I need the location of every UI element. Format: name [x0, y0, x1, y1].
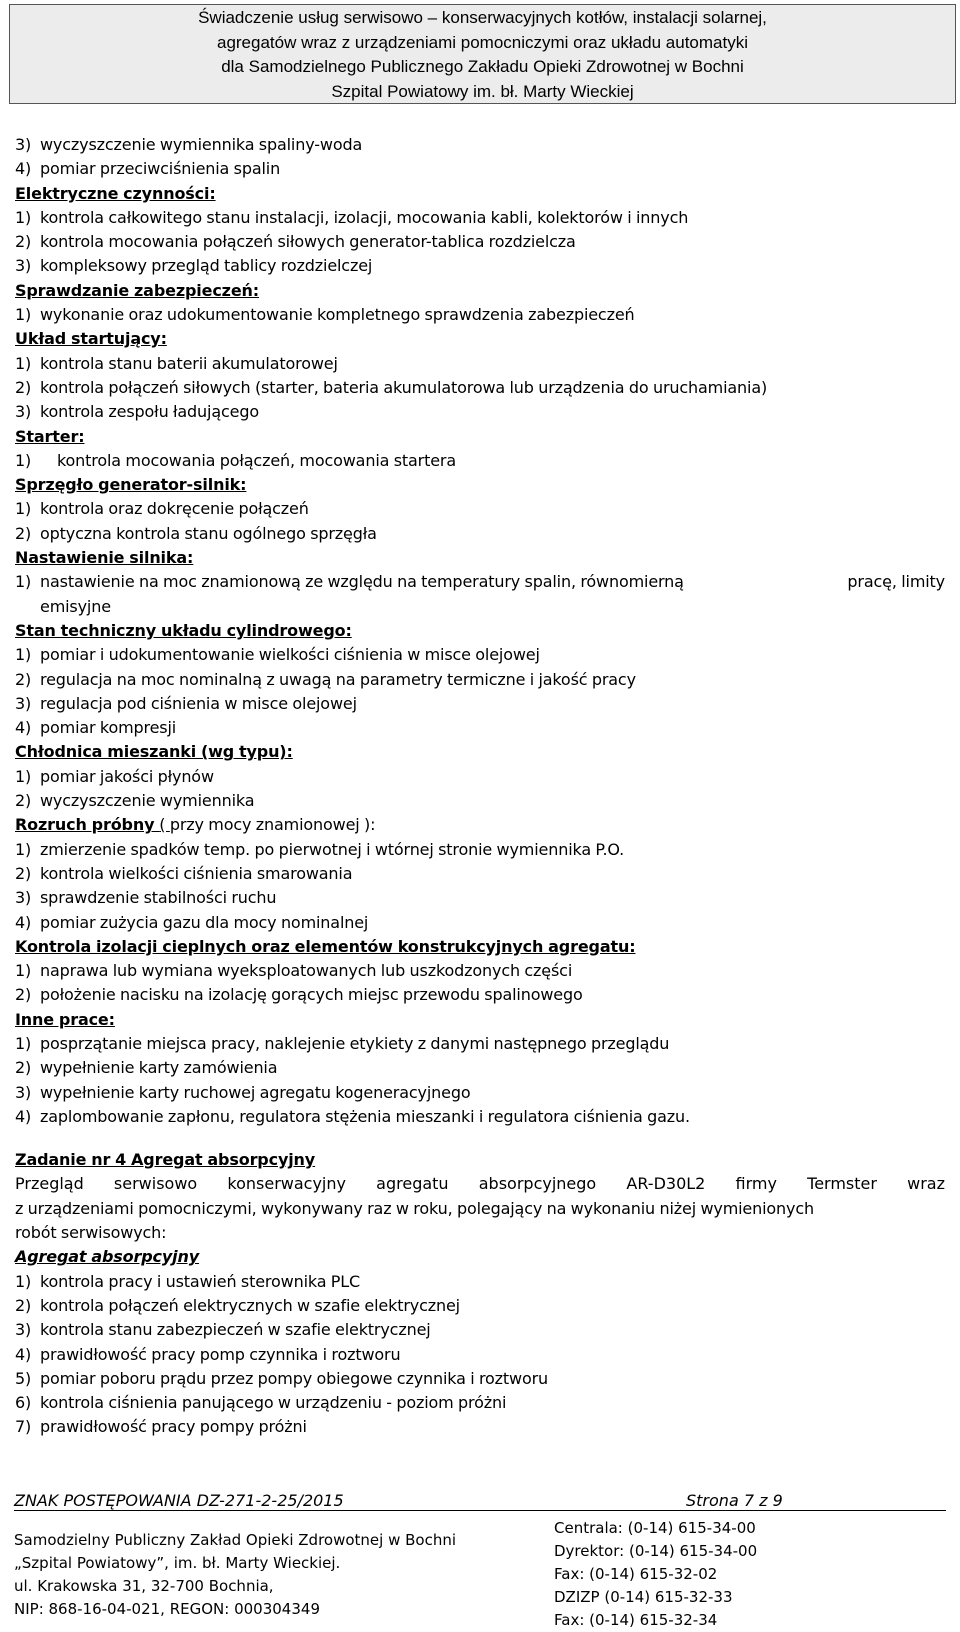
header-line: Szpital Powiatowy im. bł. Marty Wieckiej [331, 81, 634, 101]
paragraph-line: z urządzeniami pomocniczymi, wykonywany raz w roku, polegający na wykonaniu niżej wymienionych [15, 1198, 814, 1218]
list-item: 2) regulacja na moc nominalną z uwagą na parametry termiczne i jakość pracy [15, 669, 636, 689]
list-item: 1) zmierzenie spadków temp. po pierwotnej i wtórnej stronie wymiennika P.O. [15, 839, 625, 859]
list-item: 4) prawidłowość pracy pomp czynnika i roztworu [15, 1344, 401, 1364]
list-item: 4) pomiar kompresji [15, 718, 177, 738]
list-item: 1) kontrola pracy i ustawień sterownika PLC [15, 1271, 361, 1291]
section-heading-sprzeglo: Sprzęgło generator-silnik: [15, 475, 247, 495]
footer-contacts: Centrala: (0-14) 615-34-00 Dyrektor: (0-14) 615-34-00 Fax: (0-14) 615-32-02 DZIZP (0-14) 615-32-33 Fax: (0-14) 615-32-34 [554, 1519, 758, 1629]
section-heading-elektryczne: Elektryczne czynności: [15, 183, 216, 203]
list-item: 1) kontrola stanu baterii akumulatorowej [15, 353, 338, 373]
page-number: Strona 7 z 9 [686, 1491, 783, 1510]
subheading-agregat-absorpcyjny: Agregat absorpcyjny [15, 1247, 200, 1267]
list-item: 1) nastawienie na moc znamionową ze względu na temperatury spalin, równomierną pracę, limity [15, 572, 945, 592]
document-body [15, 133, 945, 1440]
document-header [9, 4, 956, 104]
header-line: Świadczenie usług serwisowo – konserwacyjnych kotłów, instalacji solarnej, [198, 8, 767, 27]
list-item: 1) kontrola całkowitego stanu instalacji, izolacji, mocowania kabli, kolektorów i innych [15, 207, 689, 227]
section-heading-startujacy: Układ startujący: [15, 329, 167, 349]
list-item: 1) kontrola oraz dokręcenie połączeń [15, 499, 309, 519]
header-line: agregatów wraz z urządzeniami pomocniczymi oraz układu automatyki [216, 32, 748, 52]
list-item: 4) pomiar przeciwciśnienia spalin [15, 159, 281, 179]
list-item: 6) kontrola ciśnienia panującego w urządzeniu - poziom próżni [15, 1393, 507, 1413]
procedure-reference: ZNAK POSTĘPOWANIA DZ-271-2-25/2015 [14, 1491, 344, 1510]
list-item: 1) pomiar i udokumentowanie wielkości ciśnienia w misce olejowej [15, 645, 540, 665]
footer-divider [14, 1510, 946, 1511]
list-item: 1) pomiar jakości płynów [15, 766, 214, 786]
list-item: 2) wyczyszczenie wymiennika [15, 791, 255, 811]
section-heading-nastawienie: Nastawienie silnika: [15, 548, 194, 568]
list-item: 4) zaplombowanie zapłonu, regulatora stężenia mieszanki i regulatora ciśnienia gazu. [15, 1106, 690, 1126]
list-item: 2) kontrola mocowania połączeń siłowych generator-tablica rozdzielcza [15, 232, 576, 252]
section-heading-starter: Starter: [15, 426, 85, 446]
list-item: 7) prawidłowość pracy pompy próżni [15, 1417, 307, 1437]
paragraph-gap [15, 1129, 945, 1148]
list-item-continuation: emisyjne [40, 596, 111, 616]
section-heading-zadanie-4: Zadanie nr 4 Agregat absorpcyjny [15, 1150, 316, 1170]
list-item: 2) wypełnienie karty zamówienia [15, 1058, 278, 1078]
list-item: 3) kontrola zespołu ładującego [15, 402, 259, 422]
section-heading-zabezpieczenia: Sprawdzanie zabezpieczeń: [15, 280, 260, 300]
list-item: 2) kontrola połączeń elektrycznych w szafie elektrycznej [15, 1295, 460, 1315]
list-item: 1) kontrola mocowania połączeń, mocowania startera [15, 450, 456, 470]
section-heading-cylindrowy: Stan techniczny układu cylindrowego: [15, 620, 352, 640]
list-item: 2) kontrola wielkości ciśnienia smarowania [15, 863, 353, 883]
list-item: 1) posprzątanie miejsca pracy, naklejenie etykiety z danymi następnego przeglądu [15, 1033, 670, 1053]
list-item: 3) kontrola stanu zabezpieczeń w szafie elektrycznej [15, 1320, 431, 1340]
footer-address: Samodzielny Publiczny Zakład Opieki Zdrowotnej w Bochni „Szpital Powiatowy”, im. bł. Marty Wieckiej. ul. Krakowska 31, 32-700 Bochnia, NIP: 868-16-04-021, REGON: 000304349 [14, 1531, 457, 1618]
section-heading-izolacji: Kontrola izolacji cieplnych oraz elementów konstrukcyjnych agregatu: [15, 936, 636, 956]
list-item: 3) regulacja pod ciśnienia w misce olejowej [15, 693, 357, 713]
list-item: 2) kontrola połączeń siłowych (starter, bateria akumulatorowa lub urządzenia do uruchamiania) [15, 377, 768, 397]
section-heading-rozruch: Rozruch próbny ( przy mocy znamionowej ): [15, 815, 376, 835]
header-line: dla Samodzielnego Publicznego Zakładu Opieki Zdrowotnej w Bochni [221, 57, 744, 76]
list-item: 3) kompleksowy przegląd tablicy rozdzielczej [15, 256, 373, 276]
list-item: 5) pomiar poboru prądu przez pompy obiegowe czynnika i roztworu [15, 1368, 549, 1388]
paragraph-line: robót serwisowych: [15, 1223, 167, 1243]
list-item: 1) naprawa lub wymiana wyeksploatowanych lub uszkodzonych części [15, 961, 573, 981]
document-footer [14, 1489, 946, 1629]
paragraph-line: Przegląd serwisowo konserwacyjny agregatu absorpcyjnego AR-D30L2 firmy Termster wraz [15, 1174, 945, 1194]
list-item: 1) wykonanie oraz udokumentowanie kompletnego sprawdzenia zabezpieczeń [15, 305, 635, 325]
list-item: 3) wyczyszczenie wymiennika spaliny-woda [15, 135, 363, 154]
list-item: 3) wypełnienie karty ruchowej agregatu kogeneracyjnego [15, 1082, 471, 1102]
section-heading-chlodnica: Chłodnica mieszanki (wg typu): [15, 742, 293, 762]
list-item: 2) optyczna kontrola stanu ogólnego sprzęgła [15, 523, 377, 543]
list-item: 4) pomiar zużycia gazu dla mocy nominalnej [15, 912, 369, 932]
section-heading-inne: Inne prace: [15, 1009, 115, 1029]
list-item: 3) sprawdzenie stabilności ruchu [15, 888, 277, 908]
list-item: 2) położenie nacisku na izolację gorących miejsc przewodu spalinowego [15, 985, 583, 1005]
